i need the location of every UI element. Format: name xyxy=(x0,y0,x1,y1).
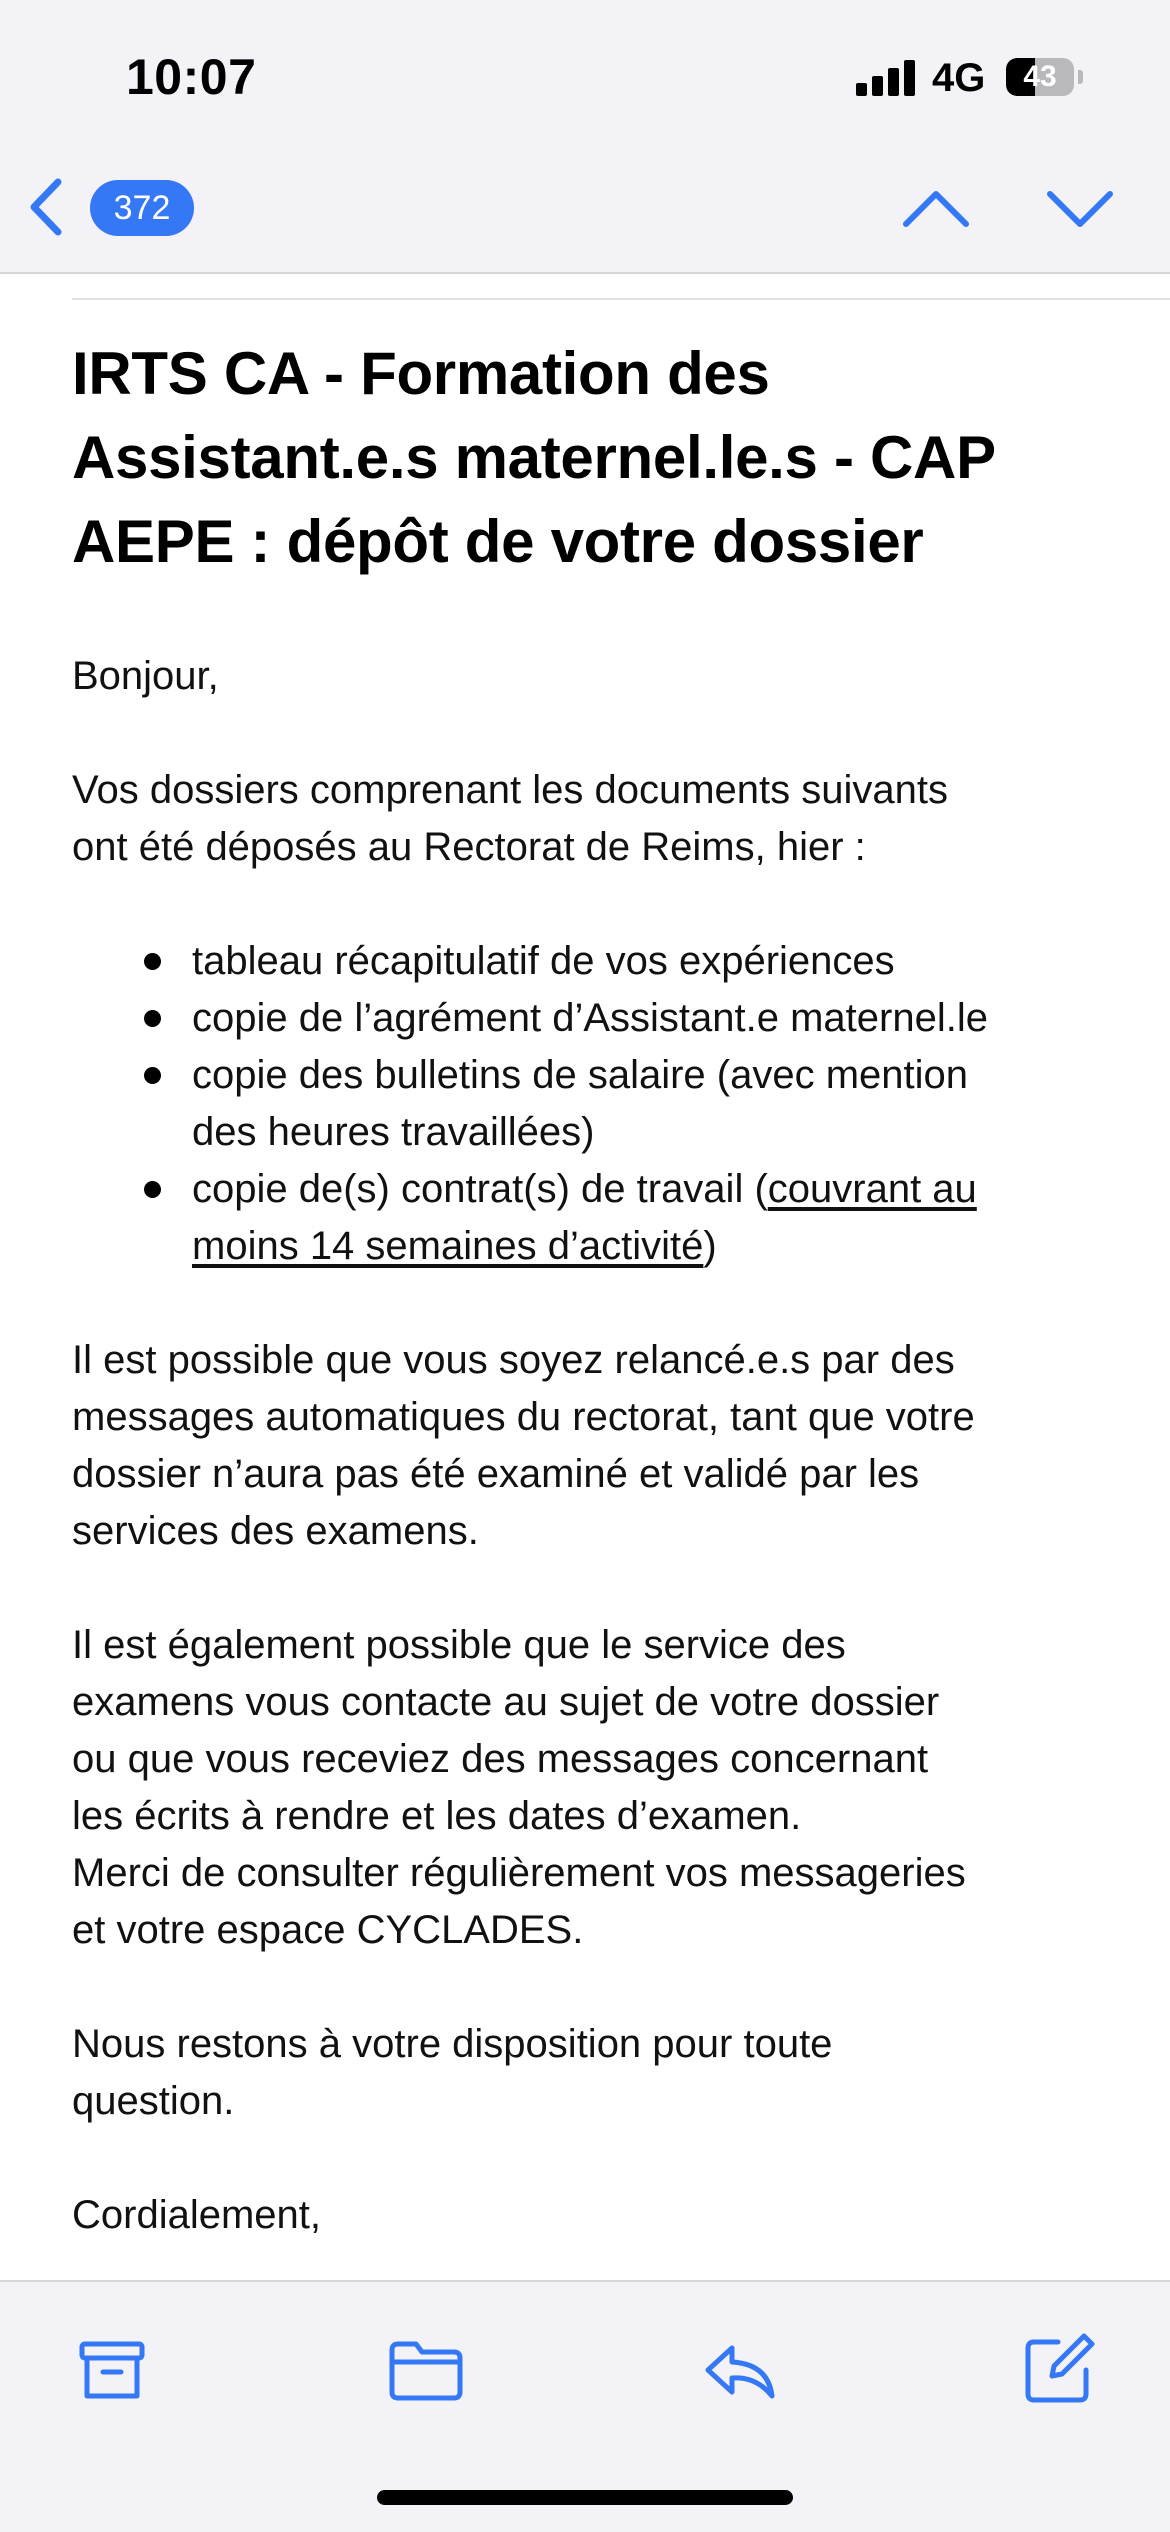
email-content[interactable] xyxy=(0,274,1170,2280)
battery-nub xyxy=(1078,70,1083,84)
archive-icon[interactable] xyxy=(72,2330,152,2410)
greeting: Bonjour, xyxy=(72,654,219,698)
disposition-paragraph: Nous restons à votre disposition pour toute question. xyxy=(72,2022,833,2123)
mail-nav-bar xyxy=(0,150,1170,274)
compose-icon[interactable] xyxy=(1018,2330,1098,2410)
documents-list xyxy=(72,933,1122,1275)
underlined-requirement: couvrant au xyxy=(767,1167,977,1211)
email-body xyxy=(72,648,1122,2280)
intro-paragraph: Vos dossiers comprenant les documents suivants ont été déposés au Rectorat de Reims, hier : xyxy=(72,768,948,869)
reply-icon[interactable] xyxy=(700,2330,780,2410)
list-item: copie de(s) contrat(s) de travail (couvrant au moins 14 semaines d’activité) xyxy=(72,1161,1122,1275)
closing: Cordialement, xyxy=(72,2193,322,2237)
folder-icon[interactable] xyxy=(386,2330,466,2410)
chevron-up-icon[interactable] xyxy=(900,178,972,238)
battery-level: 43 xyxy=(1023,60,1057,93)
relance-paragraph: Il est possible que vous soyez relancé.e.s par des messages automatiques du rectorat, tant que votre dossier n’aura pas été examiné et validé par les services des examens. xyxy=(72,1338,975,1553)
underlined-requirement: moins 14 semaines d’activité xyxy=(192,1224,704,1268)
header-divider xyxy=(72,298,1170,300)
contact-paragraph: Il est également possible que le service des examens vous contacte au sujet de votre dossier ou que vous receviez des messages concernant les écrits à rendre et les dates d’examen. Merci de consulter régulièrement vos messageries et votre espace CYCLADES. xyxy=(72,1623,966,1952)
chevron-left-icon[interactable] xyxy=(22,172,72,242)
cellular-signal-icon xyxy=(856,60,916,96)
home-indicator[interactable] xyxy=(377,2490,793,2505)
status-bar xyxy=(0,0,1170,150)
status-time: 10:07 xyxy=(126,49,257,105)
list-item: copie des bulletins de salaire (avec mention des heures travaillées) xyxy=(72,1047,1122,1161)
battery-icon xyxy=(1006,58,1074,96)
network-type: 4G xyxy=(932,56,986,100)
message-count-badge[interactable]: 372 xyxy=(90,180,194,236)
list-item: copie de l’agrément d’Assistant.e maternel.le xyxy=(72,990,1122,1047)
chevron-down-icon[interactable] xyxy=(1044,178,1116,238)
list-item: tableau récapitulatif de vos expériences xyxy=(72,933,1122,990)
email-subject: IRTS CA - Formation des Assistant.e.s maternel.le.s - CAP AEPE : dépôt de votre dossier xyxy=(72,340,995,575)
